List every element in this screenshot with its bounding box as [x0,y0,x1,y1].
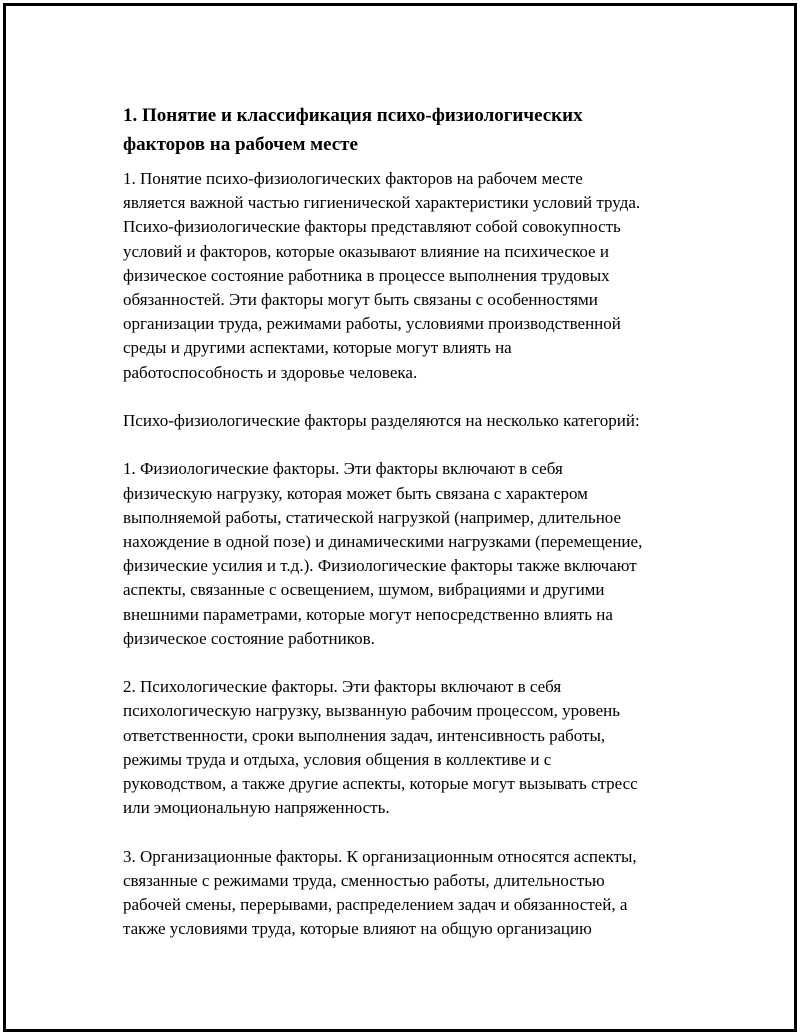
text-line: или эмоциональную напряженность. [123,798,390,818]
text-line: также условиями труда, которые влияют на общую организацию [123,919,592,939]
text-line: условий и факторов, которые оказывают влияние на психическое и [123,241,609,261]
paragraph-categories-intro [123,409,703,433]
paragraph-psychological-factors [123,675,703,820]
text-line: среды и другими аспектами, которые могут влиять на [123,338,512,358]
text-line: 1. Понятие психо-физиологических факторов на рабочем месте [123,169,583,188]
text-line: работоспособность и здоровье человека. [123,362,418,382]
text-line: внешними параметрами, которые могут непосредственно влиять на [123,604,613,624]
text-line: связанные с режимами труда, сменностью работы, длительностью [123,870,605,890]
paragraph-physiological-factors [123,457,703,651]
text-line: является важной частью гигиенической характеристики условий труда. [123,193,641,213]
text-line: Психо-физиологические факторы представляют собой совокупность [123,217,621,237]
title-line: факторов на рабочем месте [123,134,358,155]
text-line: физические усилия и т.д.). Физиологические факторы также включают [123,556,637,576]
paragraph-organizational-factors [123,845,703,942]
text-line: руководством, а также другие аспекты, которые могут вызывать стресс [123,774,638,794]
text-line: психологическую нагрузку, вызванную рабочим процессом, уровень [123,701,620,721]
text-line: 2. Психологические факторы. Эти факторы включают в себя [123,677,562,697]
document-body [123,101,703,966]
text-line: аспекты, связанные с освещением, шумом, вибрациями и другими [123,580,605,600]
page-frame [3,3,797,1032]
title-line: 1. Понятие и классификация психо-физиологических [123,105,583,126]
paragraph-definition [123,167,703,385]
text-line: физическую нагрузку, которая может быть связана с характером [123,483,588,503]
text-line: выполняемой работы, статической нагрузкой (например, длительное [123,507,622,527]
document-title [123,101,703,159]
text-line: 3. Организационные факторы. К организационным относятся аспекты, [123,846,637,866]
text-line: физическое состояние работников. [123,628,375,648]
text-line: Психо-физиологические факторы разделяются на несколько категорий: [123,411,640,431]
text-line: обязанностей. Эти факторы могут быть связаны с особенностями [123,290,598,310]
text-line: нахождение в одной позе) и динамическими нагрузками (перемещение, [123,532,643,552]
text-line: физическое состояние работника в процессе выполнения трудовых [123,265,610,285]
text-line: режимы труда и отдыха, условия общения в коллективе и с [123,749,552,769]
text-line: ответственности, сроки выполнения задач, интенсивность работы, [123,725,606,745]
text-line: организации труда, режимами работы, условиями производственной [123,314,621,334]
text-line: 1. Физиологические факторы. Эти факторы включают в себя [123,459,563,479]
text-line: рабочей смены, перерывами, распределением задач и обязанностей, а [123,895,628,915]
